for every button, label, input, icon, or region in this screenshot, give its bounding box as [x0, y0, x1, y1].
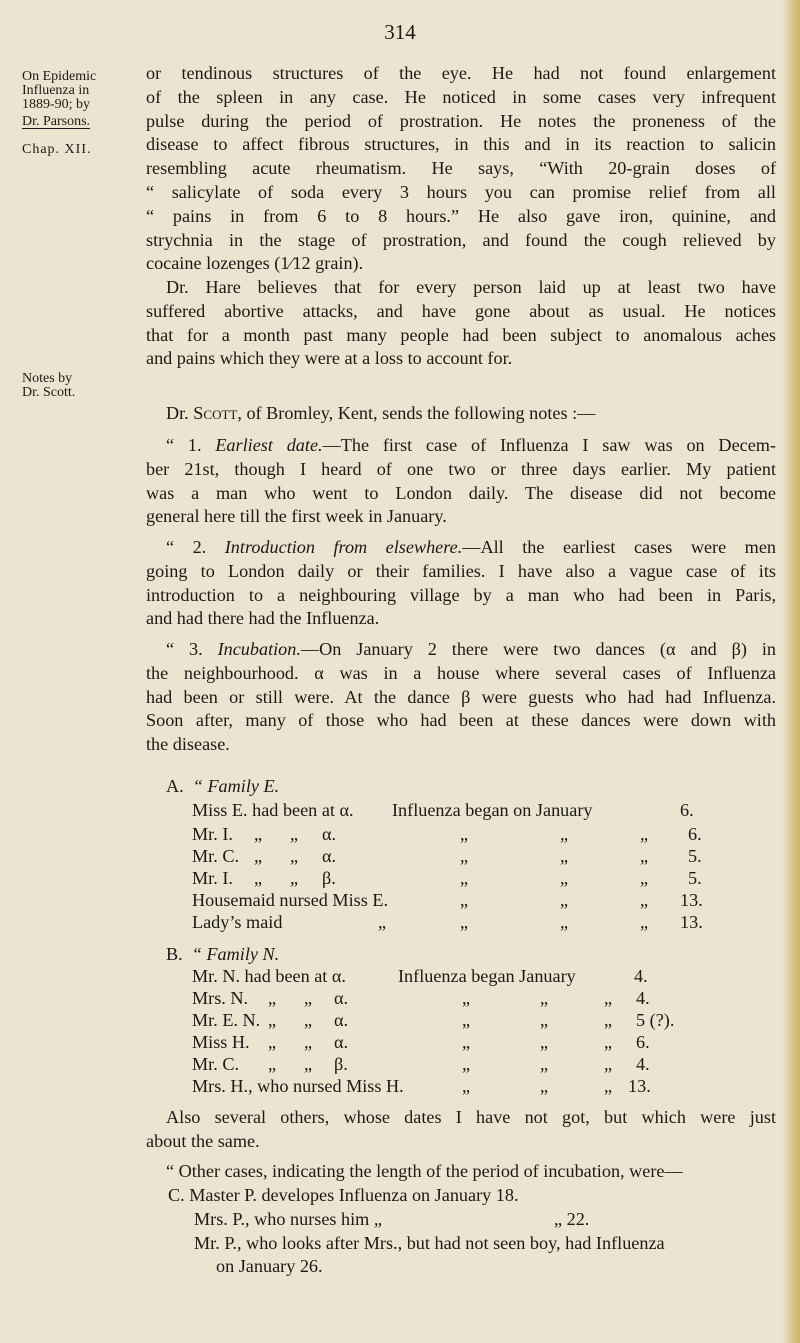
table-row: Miss H. „ „ α. „ „ „ 6.	[192, 1032, 650, 1052]
side-note-line: On Epidemic	[22, 69, 97, 84]
text-line: ber 21st, though I heard of one two or three days earlier. My patient	[146, 458, 776, 479]
page-number: 314	[384, 20, 416, 44]
text-line: going to London daily or their families. I have also a vague case of its	[146, 560, 776, 581]
note-title: Introduction from elsewhere.	[224, 537, 463, 557]
text-line: had been or still were. At the dance β were guests who had had Influenza.	[146, 686, 776, 707]
text-line: “ 3. Incubation.—On January 2 there were two dances (α and β) in	[166, 639, 776, 659]
side-note-line: 1889-90; by	[22, 97, 91, 112]
family-heading: A. “ Family E.	[166, 776, 280, 796]
paragraph-1	[146, 62, 776, 276]
text-line: the disease.	[146, 734, 230, 755]
side-note-line: Influenza in	[22, 83, 90, 98]
also-paragraph	[146, 1106, 776, 1154]
side-note-line: Chap. XII.	[22, 142, 92, 157]
table-row: Mr. C. „ „ β. „ „ „ 4.	[192, 1054, 650, 1074]
text-line: of the spleen in any case. He noticed in some cases very infrequent	[146, 86, 776, 107]
text-line: C. Master P. developes Influenza on January 18.	[168, 1184, 519, 1205]
text-line: disease to affect fibrous structures, in this and in its reaction to salicin	[146, 134, 776, 155]
text-line: introduction to a neighbouring village by a man who had been in Paris,	[146, 584, 776, 605]
text-line: strychnia in the stage of prostration, and found the cough relieved by	[146, 229, 776, 250]
table-row: Mr. I. „ „ β. „ „ „ 5.	[192, 868, 702, 888]
table-row: Mr. I. „ „ α. „ „ „ 6.	[192, 824, 702, 844]
text-line: “ 2. Introduction from elsewhere.—All the earliest cases were men	[166, 537, 776, 557]
table-row: Mr. N. had been at α. Influenza began January 4.	[192, 966, 648, 986]
note-title: Incubation.	[217, 639, 301, 659]
note-3	[146, 638, 776, 757]
text-line: or tendinous structures of the eye. He had not found enlargement	[146, 63, 776, 83]
table-row: Lady’s maid „ „ „ „ 13.	[192, 912, 703, 932]
text-line: “ pains in from 6 to 8 hours.” He also gave iron, quinine, and	[146, 205, 776, 226]
text-line: about the same.	[146, 1130, 260, 1151]
side-note-chapter	[22, 70, 96, 157]
table-row: Mr. E. N. „ „ α. „ „ „ 5 (?).	[192, 1010, 675, 1030]
text-line: and had there had the Influenza.	[146, 608, 380, 629]
note-1	[146, 434, 776, 529]
page-edge	[782, 0, 800, 1343]
text-line: was a man who went to London daily. The disease did not become	[146, 482, 776, 503]
table-row: Mr. C. „ „ α. „ „ „ 5.	[192, 846, 702, 866]
side-note-line: Notes by	[22, 371, 73, 386]
family-heading: B. “ Family N.	[166, 944, 280, 964]
text-line: “ Other cases, indicating the length of the period of incubation, were—	[166, 1161, 683, 1181]
author-name: Scott	[193, 403, 238, 423]
note-title: Earliest date.	[215, 435, 323, 455]
text-line: pulse during the period of prostration. He notes the proneness of the	[146, 110, 776, 131]
table-row: Miss E. had been at α. Influenza began on January 6.	[192, 800, 694, 820]
text-line: “ salicylate of soda every 3 hours you can promise relief from all	[146, 181, 776, 202]
text-line: and pains which they were at a loss to account for.	[146, 348, 513, 369]
table-row: Mrs. H., who nursed Miss H. „ „ „ 13.	[192, 1076, 651, 1096]
paragraph-2	[146, 276, 776, 371]
text-line: general here till the first week in January.	[146, 506, 447, 527]
side-note-line: Dr. Parsons.	[22, 114, 91, 129]
text-line: Dr. Hare believes that for every person laid up at least two have	[166, 277, 776, 297]
text-line: “ 1. Earliest date.—The first case of Influenza I saw was on Decem-	[166, 435, 776, 455]
text-line: suffered abortive attacks, and have gone about as usual. He notices	[146, 300, 776, 321]
other-cases	[146, 1160, 776, 1279]
side-note-scott	[22, 372, 75, 400]
table-row: Housemaid nursed Miss E. „ „ „ 13.	[192, 890, 703, 910]
table-row: Mrs. N. „ „ α. „ „ „ 4.	[192, 988, 650, 1008]
text-line: cocaine lozenges (1⁄12 grain).	[146, 253, 364, 274]
text-line: Mrs. P., who nurses him „ „ 22.	[194, 1208, 590, 1229]
text-line: the neighbourhood. α was in a house where several cases of Influenza	[146, 662, 776, 683]
text-line: on January 26.	[216, 1256, 323, 1277]
text-line: Also several others, whose dates I have not got, but which were just	[166, 1107, 776, 1127]
note-2	[146, 536, 776, 631]
text-line: Mr. P., who looks after Mrs., but had not seen boy, had Influenza	[194, 1232, 665, 1253]
text-line: resembling acute rheumatism. He says, “With 20-grain doses of	[146, 158, 776, 179]
text-line: Soon after, many of those who had been at these dances were down with	[146, 710, 776, 731]
text-line: that for a month past many people had been subject to anomalous aches	[146, 324, 776, 345]
side-note-line: Dr. Scott.	[22, 385, 76, 400]
scott-intro: Dr. Scott, of Bromley, Kent, sends the following notes :—	[166, 403, 596, 423]
